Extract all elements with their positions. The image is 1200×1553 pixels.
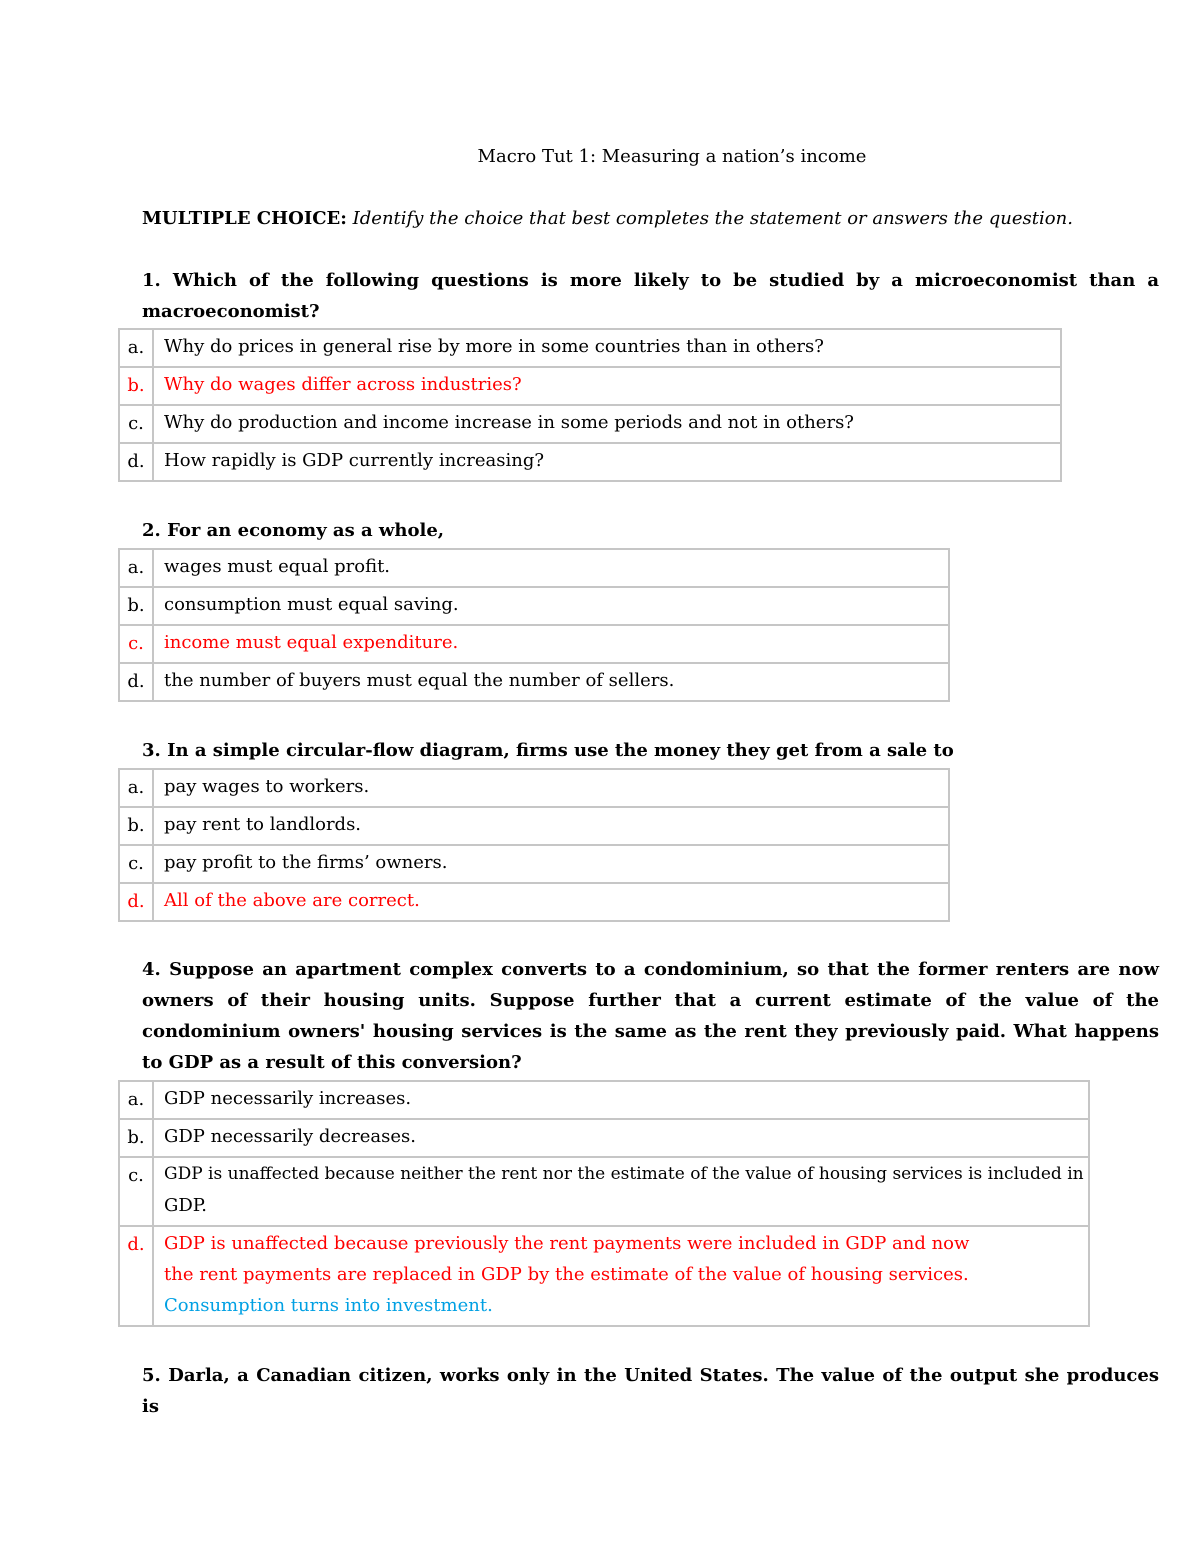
option-text-content: wages must equal profit. <box>164 556 391 577</box>
option-row <box>119 1157 1089 1226</box>
question-text: Darla, a Canadian citizen, works only in the United States. The value of the output she produces is <box>142 1365 1159 1417</box>
option-letter: d. <box>119 443 153 481</box>
instructions <box>142 206 1142 232</box>
option-text <box>153 1119 1089 1157</box>
option-letter: c. <box>119 845 153 883</box>
option-text-content: How rapidly is GDP currently increasing? <box>164 450 544 471</box>
option-letter: b. <box>119 807 153 845</box>
option-row-correct <box>119 1226 1089 1326</box>
option-text-line-2: GDP. <box>164 1195 207 1216</box>
option-letter: d. <box>119 883 153 921</box>
instructions-text: Identify the choice that best completes the statement or answers the question. <box>352 208 1073 229</box>
question-text: In a simple circular-flow diagram, firms use the money they get from a sale to <box>167 740 954 761</box>
option-text-content: Why do prices in general rise by more in some countries than in others? <box>164 336 824 357</box>
option-row-correct <box>119 625 949 663</box>
option-text <box>153 769 949 807</box>
page-title: Macro Tut 1: Measuring a nation’s income <box>477 146 867 167</box>
instructions-label: MULTIPLE CHOICE: <box>142 208 347 229</box>
option-row <box>119 807 949 845</box>
question-1 <box>142 265 1159 327</box>
option-note: Consumption turns into investment. <box>164 1295 493 1316</box>
option-text-line-2: the rent payments are replaced in GDP by the estimate of the value of housing services. <box>164 1264 969 1285</box>
question-2 <box>142 515 1159 546</box>
option-text <box>153 367 1061 405</box>
question-text: Which of the following questions is more likely to be studied by a microeconomist than a macroeconomist? <box>142 270 1159 322</box>
option-text-line-1: GDP is unaffected because neither the rent nor the estimate of the value of housing services is included in <box>164 1164 1084 1184</box>
options-table-2 <box>118 548 950 702</box>
option-text-content: consumption must equal saving. <box>164 594 459 615</box>
option-text-content: Why do wages differ across industries? <box>164 374 522 395</box>
option-row <box>119 1081 1089 1119</box>
options-table-3 <box>118 768 950 922</box>
option-text <box>153 549 949 587</box>
question-3 <box>142 735 1159 766</box>
options-table-1 <box>118 328 1062 482</box>
question-number: 5. <box>142 1365 161 1386</box>
option-text <box>153 1226 1089 1326</box>
option-letter: a. <box>119 329 153 367</box>
option-letter: d. <box>119 1226 153 1326</box>
option-text-content: income must equal expenditure. <box>164 632 459 653</box>
option-letter: c. <box>119 405 153 443</box>
question-number: 1. <box>142 270 161 291</box>
option-text-content: All of the above are correct. <box>164 890 420 911</box>
option-text-content: GDP necessarily decreases. <box>164 1126 416 1147</box>
option-letter: b. <box>119 367 153 405</box>
option-row <box>119 769 949 807</box>
option-text <box>153 405 1061 443</box>
question-text: Suppose an apartment complex converts to a condominium, so that the former renters are now owners of their housing units. Suppose further that a current estimate of the value of the condominium owners' housing services is the same as the rent they previously paid. What happens to GDP as a result of this conversion? <box>142 959 1159 1073</box>
option-row <box>119 663 949 701</box>
option-row-correct <box>119 883 949 921</box>
option-row <box>119 845 949 883</box>
question-number: 3. <box>142 740 161 761</box>
option-letter: b. <box>119 587 153 625</box>
question-number: 2. <box>142 520 161 541</box>
option-row <box>119 549 949 587</box>
option-text <box>153 329 1061 367</box>
option-text <box>153 883 949 921</box>
options-table-4 <box>118 1080 1090 1327</box>
option-text <box>153 625 949 663</box>
option-letter: b. <box>119 1119 153 1157</box>
option-row <box>119 587 949 625</box>
option-letter: d. <box>119 663 153 701</box>
option-row <box>119 443 1061 481</box>
option-text <box>153 807 949 845</box>
option-letter: c. <box>119 625 153 663</box>
option-text-content: Why do production and income increase in some periods and not in others? <box>164 412 854 433</box>
option-row <box>119 1119 1089 1157</box>
option-text <box>153 663 949 701</box>
question-number: 4. <box>142 959 161 980</box>
option-row <box>119 329 1061 367</box>
option-text-line-1: GDP is unaffected because previously the rent payments were included in GDP and now <box>164 1233 970 1254</box>
option-text-content: pay rent to landlords. <box>164 814 362 835</box>
question-text: For an economy as a whole, <box>167 520 445 541</box>
option-text-content: GDP necessarily increases. <box>164 1088 412 1109</box>
option-row-correct <box>119 367 1061 405</box>
question-5 <box>142 1360 1159 1422</box>
question-4 <box>142 954 1159 1078</box>
option-letter: a. <box>119 769 153 807</box>
option-text <box>153 1157 1089 1226</box>
option-text <box>153 845 949 883</box>
option-letter: a. <box>119 1081 153 1119</box>
option-letter: a. <box>119 549 153 587</box>
option-text <box>153 443 1061 481</box>
option-row <box>119 405 1061 443</box>
option-text <box>153 587 949 625</box>
option-text-content: pay wages to workers. <box>164 776 370 797</box>
option-text <box>153 1081 1089 1119</box>
option-letter: c. <box>119 1157 153 1226</box>
option-text-content: pay profit to the firms’ owners. <box>164 852 448 873</box>
option-text-content: the number of buyers must equal the number of sellers. <box>164 670 675 691</box>
